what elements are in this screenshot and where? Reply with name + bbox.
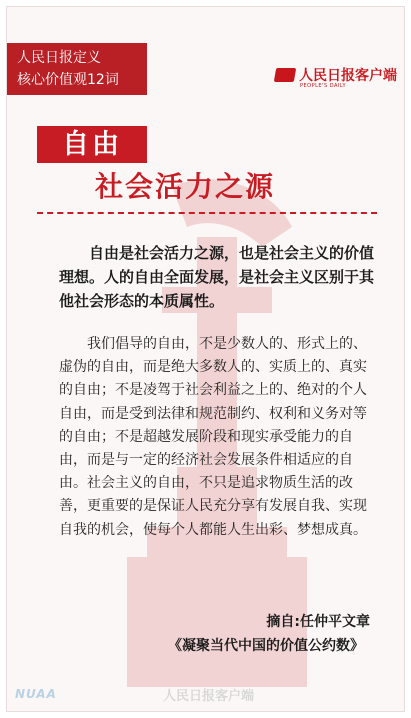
nuaa-logo: NUAA bbox=[15, 687, 57, 701]
series-tag-line1: 人民日报定义 bbox=[17, 50, 101, 66]
lead-paragraph bbox=[59, 241, 379, 313]
dashed-divider bbox=[37, 212, 377, 214]
page-title: 自由 bbox=[37, 126, 147, 163]
body-paragraph bbox=[59, 333, 379, 542]
attribution-author: 摘自:任仲平文章 bbox=[266, 614, 370, 630]
series-tag bbox=[7, 43, 147, 95]
people-daily-logo-icon bbox=[274, 68, 296, 82]
brand-logo bbox=[275, 65, 397, 85]
brand-sub: PEOPLE'S DAILY bbox=[300, 83, 347, 89]
page-subtitle: 社会活力之源 bbox=[95, 170, 276, 203]
poster bbox=[6, 6, 405, 712]
attribution-work: 《凝聚当代中国的价值公约数》 bbox=[168, 638, 364, 654]
body-text: 我们倡导的自由，不是少数人的、形式上的、虚伪的自由，而是绝大多数人的、实质上的、真实的自由；不是凌驾于社会利益之上的、绝对的个人自由，而是受到法律和规范制约、权利和义务对等的自由；不是超越发展阶段和现实承受能力的自由，而是与一定的经济社会发展条件相适应的自由。社会主义的自由，不只是追求物质生活的改善，更重要的是保证人民充分享有发展自我、实现自我的机会，使每个人都能人生出彩、梦想成真。 bbox=[59, 336, 367, 538]
brand-name: 人民日报客户端 bbox=[299, 68, 397, 84]
series-tag-line2: 核心价值观12词 bbox=[17, 72, 119, 88]
lead-text: 自由是社会活力之源，也是社会主义的价值理想。人的自由全面发展，是社会主义区别于其他社会形态的本质属性。 bbox=[59, 244, 375, 310]
footer-brand-logo: 人民日报客户端 bbox=[163, 689, 255, 704]
